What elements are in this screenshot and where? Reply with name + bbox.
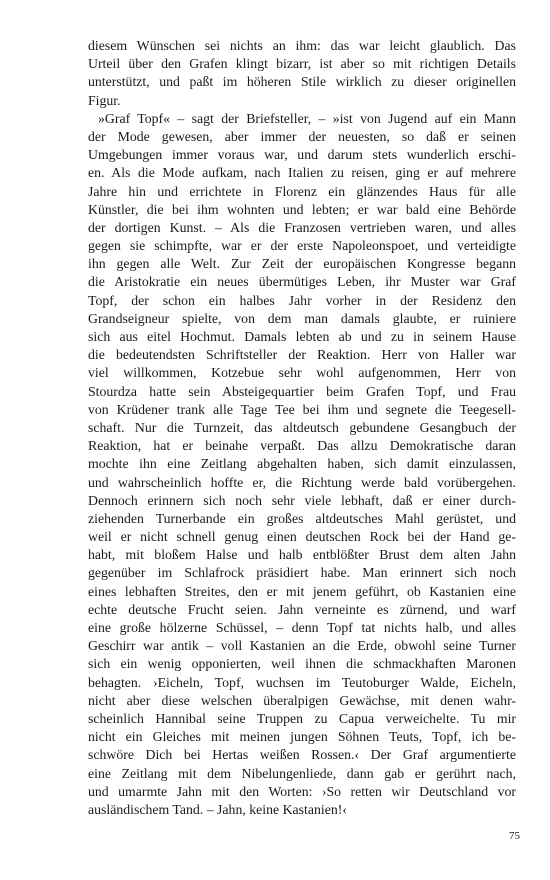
text-line: echte deutsche Frucht seien. Jahn verneinte es zürnend, und warf xyxy=(88,601,516,617)
text-line: Topf, der schon ein halbes Jahr vorher in der Residenz den xyxy=(88,292,516,308)
text-line: der Mode gewesen, aber immer der neuesten, so daß er seinen xyxy=(88,128,516,144)
text-line: »Graf Topf« – sagt der Briefsteller, – »ist von Jugend auf ein Mann xyxy=(98,110,516,126)
text-line: ihn gegen alle Welt. Zur Zeit der europäischen Kongresse begann xyxy=(88,256,516,272)
text-line: und umarmte Jahn mit den Worten: ›So retten wir Deutschland vor xyxy=(88,783,516,799)
text-line: weil er nicht schnell genug einen deutschen Rock bei der Hand ge- xyxy=(88,529,516,545)
text-line: gegen sie schimpfte, war er der erste Napoleonspoet, und verteidigte xyxy=(88,238,516,254)
text-line: en. Als die Mode aufkam, nach Italien zu reisen, ging er auf mehrere xyxy=(88,165,516,181)
page-number: 75 xyxy=(509,830,520,842)
text-line: Urteil über den Grafen klingt bizarr, ist aber so mit richtigen Details xyxy=(88,56,516,72)
text-line: schwöre Dich bei Hertas weißen Rossen.‹ Der Graf argumentierte xyxy=(88,747,516,763)
text-line: behagten. ›Eicheln, Topf, wuchsen im Teutoburger Walde, Eicheln, xyxy=(88,674,516,690)
text-line: Reaktion, hat er beinahe verpaßt. Das allzu Demokratische daran xyxy=(88,438,516,454)
text-line: ausländischem Tand. – Jahn, keine Kastanien!‹ xyxy=(88,801,347,817)
text-line: und wahrscheinlich hoffte er, die Richtung werde bald vorübergehen. xyxy=(88,474,516,490)
text-line: mochte ihn eine Zeitlang abgehalten haben, sich damit einzulassen, xyxy=(88,456,516,472)
text-line: Grandseigneur spielte, von dem man damals glaubte, er ruiniere xyxy=(88,310,516,326)
text-line: habt, mit bloßem Halse und halb entblößter Brust dem alten Jahn xyxy=(88,547,516,563)
text-line: der dortigen Kunst. – Als die Franzosen vertrieben waren, und alles xyxy=(88,219,516,235)
text-line: eines lebhaften Streites, den er mit jenem geführt, ob Kastanien eine xyxy=(88,583,516,599)
text-line: Stourdza hatte sein Absteigequartier beim Grafen Topf, und Frau xyxy=(88,383,516,399)
text-line: unterstützt, und paßt im höheren Stile wirklich zu dieser originellen xyxy=(88,74,516,90)
text-line: sich ein wenig opponierten, weil ihnen die schmackhaften Maronen xyxy=(88,656,516,672)
text-line: Künstler, die bei ihm wohnten und lebten; er war bald eine Behörde xyxy=(88,201,516,217)
text-line: scheinlich Hannibal seine Truppen zu Capua verweichelte. Tu mir xyxy=(88,710,516,726)
text-line: Umgebungen immer voraus war, und darum stets wunderlich erschi- xyxy=(88,147,516,163)
text-line: Jahre hin und errichtete in Florenz ein glänzendes Haus für alle xyxy=(88,183,516,199)
text-line: gegenüber im Schlafrock präsidiert habe. Man erinnert sich noch xyxy=(88,565,516,581)
text-line: die Aristokratie ein neues übermütiges Leben, ihr Muster war Graf xyxy=(88,274,516,290)
body-text xyxy=(88,37,516,819)
text-line: eine Zeitlang mit dem Nibelungenliede, dann gab er gerührt nach, xyxy=(88,765,516,781)
text-line: Dennoch erinnern sich noch sehr viele lebhaft, daß er einer durch- xyxy=(88,492,516,508)
text-line: Figur. xyxy=(88,92,121,108)
text-line: nicht ein Gleiches mit meinen jungen Söhnen Teuts, Topf, ich be- xyxy=(88,729,516,745)
text-line: sich aus eitel Hochmut. Damals lebten ab und zu in seinem Hause xyxy=(88,329,516,344)
text-line: nicht aber diese welschen überalpigen Gewächse, mit denen wahr- xyxy=(88,692,516,708)
text-line: eine große hölzerne Schüssel, – denn Topf tat nichts halb, und alles xyxy=(88,620,516,635)
text-line: von Krüdener trank alle Tage Tee bei ihm und segnete die Teegesell- xyxy=(88,401,516,417)
text-line: diesem Wünschen sei nichts an ihm: das war leicht glaublich. Das xyxy=(88,38,516,53)
text-line: Geschirr war antik – voll Kastanien an die Erde, obwohl seine Turner xyxy=(88,638,516,654)
text-line: die bedeutendsten Schriftsteller der Reaktion. Herr von Haller war xyxy=(88,347,516,363)
text-line: ziehenden Turnerbande ein großes altdeutsches Mahl gerüstet, und xyxy=(88,510,516,526)
text-line: viel willkommen, Kotzebue sehr wohl aufgenommen, Herr von xyxy=(88,365,516,381)
text-line: schaft. Nur die Turnzeit, das altdeutsch gebundene Gesangbuch der xyxy=(88,419,516,435)
